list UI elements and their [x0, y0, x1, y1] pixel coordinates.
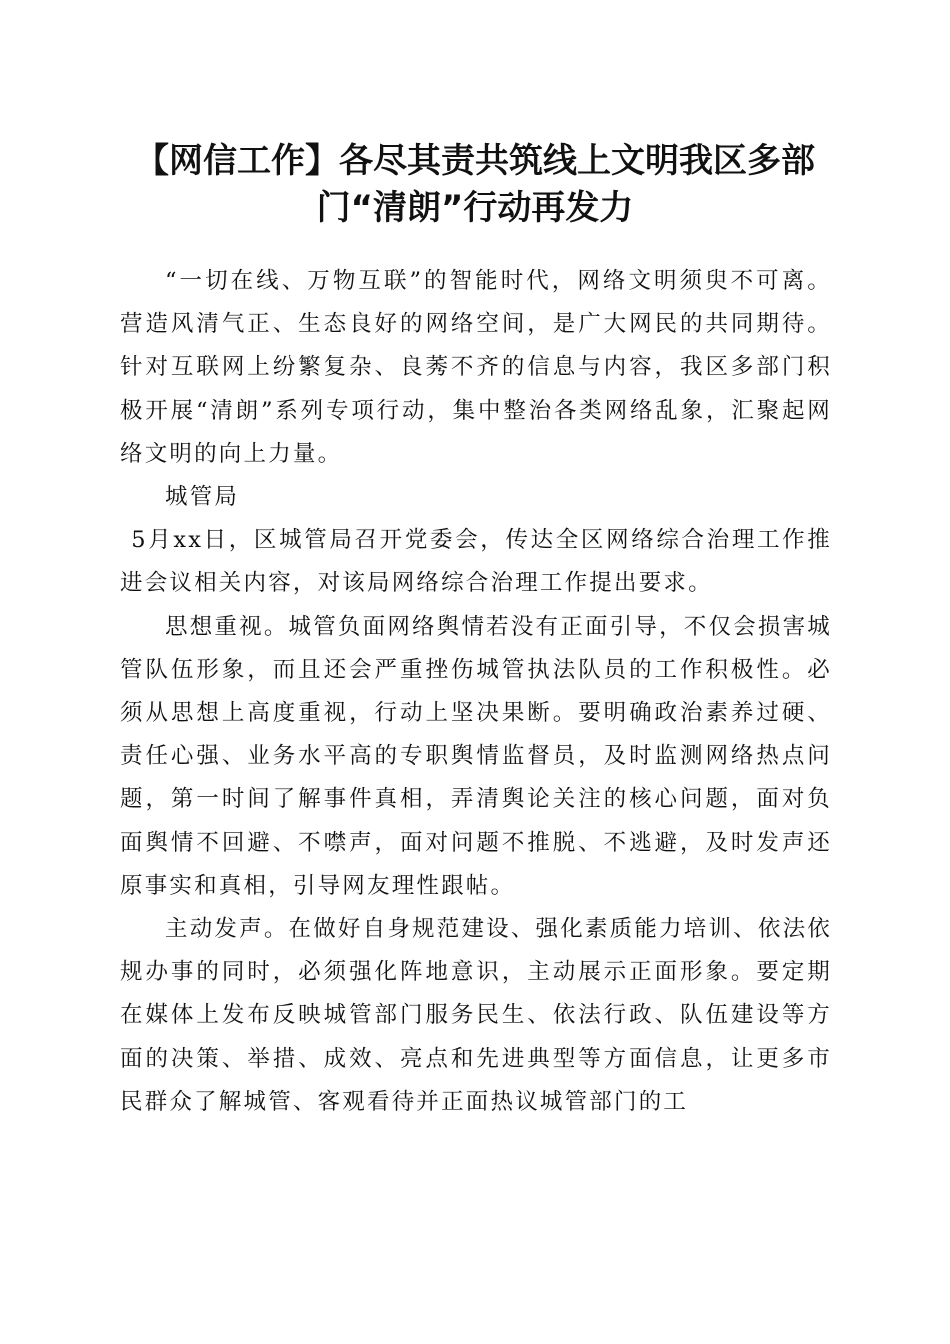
ideological-emphasis-paragraph: 思想重视。城管负面网络舆情若没有正面引导，不仅会损害城管队伍形象，而且还会严重挫伤城管执法队员的工作积极性。必须从思想上高度重视，行动上坚决果断。要明确政治素养过硬、责任心强、业务水平高的专职舆情监督员，及时监测网络热点问题，第一时间了解事件真相，弄清舆论关注的核心问题，面对负面舆情不回避、不噤声，面对问题不推脱、不逃避，及时发声还原事实和真相，引导网友理性跟帖。 [120, 613, 832, 899]
meeting-paragraph: 5月xx日，区城管局召开党委会，传达全区网络综合治理工作推进会议相关内容，对该局网络综合治理工作提出要求。 [120, 527, 832, 597]
proactive-voice-paragraph: 主动发声。在做好自身规范建设、强化素质能力培训、依法依规办事的同时，必须强化阵地意识，主动展示正面形象。要定期在媒体上发布反映城管部门服务民生、依法行政、队伍建设等方面的决策、举措、成效、亮点和先进典型等方面信息，让更多市民群众了解城管、客观看待并正面热议城管部门的工 [120, 916, 832, 1115]
intro-paragraph: “一切在线、万物互联”的智能时代，网络文明须臾不可离。营造风清气正、生态良好的网络空间，是广大网民的共同期待。针对互联网上纷繁复杂、良莠不齐的信息与内容，我区多部门积极开展“清朗”系列专项行动，集中整治各类网络乱象，汇聚起网络文明的向上力量。 [120, 268, 832, 467]
document-title: 【网信工作】各尽其责共筑线上文明我区多部门“清朗”行动再发力 [135, 141, 815, 228]
section-heading-urban-management: 城管局 [165, 484, 240, 511]
document-body [120, 260, 832, 1124]
